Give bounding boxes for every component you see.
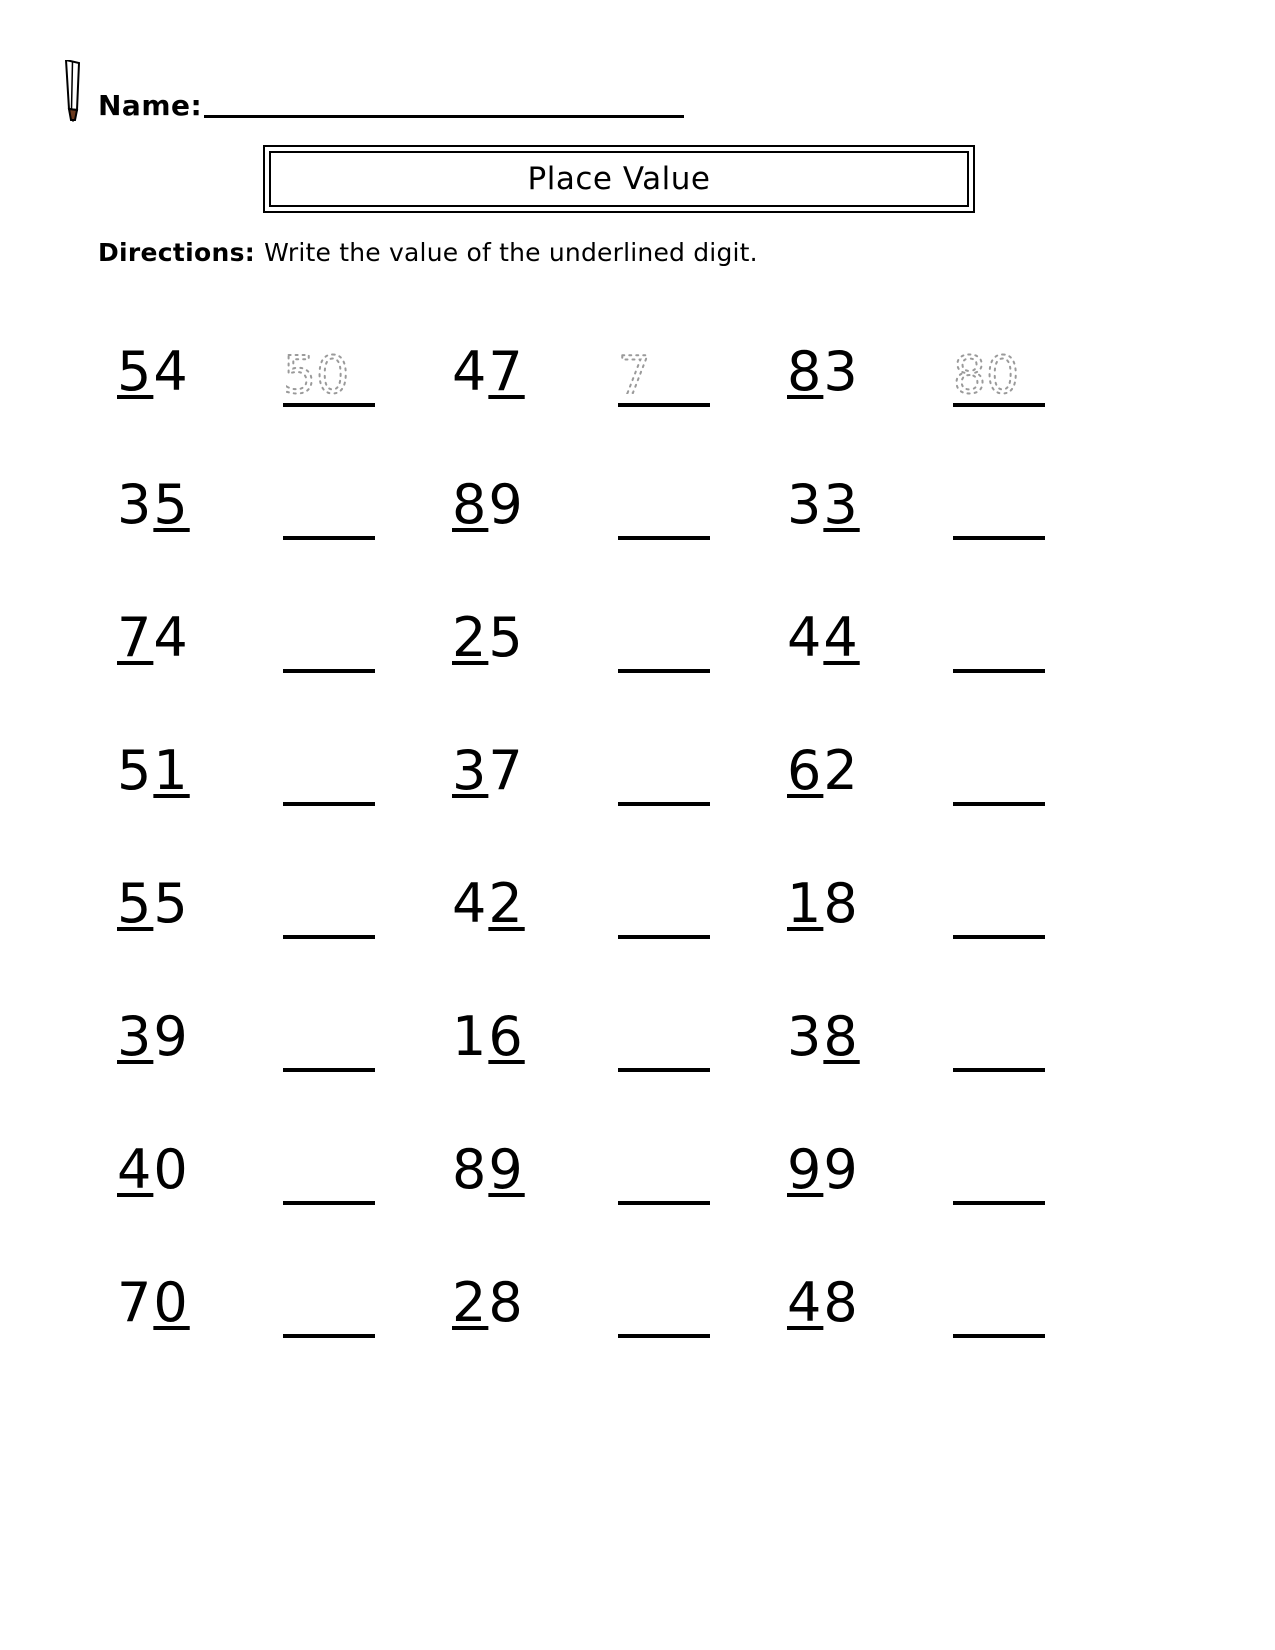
answer-line	[283, 669, 375, 673]
page-title: Place Value	[527, 161, 711, 197]
problem-number	[105, 1271, 265, 1346]
answer-blank[interactable]	[600, 611, 775, 681]
underlined-digit: 3	[823, 473, 860, 536]
digit: 9	[823, 1138, 860, 1201]
digit: 1	[452, 1005, 489, 1068]
problem-number	[775, 872, 935, 947]
pencil-icon	[60, 60, 90, 122]
answer-line	[953, 1201, 1045, 1205]
underlined-digit: 9	[787, 1138, 824, 1201]
underlined-digit: 0	[153, 1271, 190, 1334]
traced-answer	[612, 345, 722, 405]
problem-number	[105, 1138, 265, 1213]
traced-answer	[947, 345, 1057, 405]
answer-blank[interactable]	[935, 1276, 1110, 1346]
underlined-digit: 4	[787, 1271, 824, 1334]
digit: 5	[153, 872, 190, 935]
underlined-digit: 2	[452, 606, 489, 669]
underlined-digit: 7	[117, 606, 154, 669]
answer-line	[283, 1334, 375, 1338]
underlined-digit: 9	[488, 1138, 525, 1201]
underlined-digit: 3	[117, 1005, 154, 1068]
answer-blank[interactable]	[265, 744, 440, 814]
problem-number	[105, 606, 265, 681]
underlined-digit: 6	[787, 739, 824, 802]
answer-blank[interactable]	[600, 1143, 775, 1213]
title-box-inner	[269, 151, 969, 207]
answer-blank[interactable]	[265, 345, 440, 415]
svg-text:50: 50	[283, 346, 350, 405]
answer-blank[interactable]	[265, 611, 440, 681]
answer-line	[283, 536, 375, 540]
problem-number	[775, 739, 935, 814]
problem-number	[775, 473, 935, 548]
problem-number	[105, 1005, 265, 1080]
answer-line	[283, 935, 375, 939]
digit: 9	[153, 1005, 190, 1068]
answer-line	[953, 1068, 1045, 1072]
digit: 4	[153, 606, 190, 669]
underlined-digit: 2	[452, 1271, 489, 1334]
answer-line	[618, 536, 710, 540]
digit: 4	[452, 340, 489, 403]
underlined-digit: 6	[488, 1005, 525, 1068]
underlined-digit: 8	[787, 340, 824, 403]
answer-blank[interactable]	[935, 345, 1110, 415]
answer-blank[interactable]	[265, 1143, 440, 1213]
problem-number	[440, 1271, 600, 1346]
problem-number	[440, 606, 600, 681]
digit: 3	[787, 473, 824, 536]
underlined-digit: 4	[117, 1138, 154, 1201]
answer-line	[953, 1334, 1045, 1338]
problem-number	[440, 473, 600, 548]
underlined-digit: 7	[488, 340, 525, 403]
answer-blank[interactable]	[935, 611, 1110, 681]
answer-line	[283, 802, 375, 806]
underlined-digit: 5	[117, 340, 154, 403]
digit: 7	[488, 739, 525, 802]
digit: 5	[117, 739, 154, 802]
underlined-digit: 5	[117, 872, 154, 935]
answer-blank[interactable]	[600, 345, 775, 415]
answer-blank[interactable]	[600, 744, 775, 814]
problem-number	[440, 1138, 600, 1213]
digit: 8	[823, 872, 860, 935]
problem-number	[440, 872, 600, 947]
svg-text:80: 80	[953, 346, 1020, 405]
answer-blank[interactable]	[265, 877, 440, 947]
answer-blank[interactable]	[265, 1276, 440, 1346]
digit: 4	[153, 340, 190, 403]
problem-number	[775, 1138, 935, 1213]
answer-blank[interactable]	[935, 877, 1110, 947]
digit: 3	[823, 340, 860, 403]
answer-line	[283, 1201, 375, 1205]
name-input-line[interactable]	[204, 115, 684, 118]
digit: 4	[452, 872, 489, 935]
problem-number	[105, 739, 265, 814]
name-label: Name:	[98, 89, 203, 122]
underlined-digit: 1	[153, 739, 190, 802]
directions	[98, 238, 758, 267]
answer-blank[interactable]	[935, 744, 1110, 814]
digit: 0	[153, 1138, 190, 1201]
digit: 3	[117, 473, 154, 536]
answer-line	[618, 802, 710, 806]
underlined-digit: 1	[787, 872, 824, 935]
answer-blank[interactable]	[600, 478, 775, 548]
digit: 4	[787, 606, 824, 669]
answer-line	[953, 403, 1045, 407]
problem-number	[105, 872, 265, 947]
answer-blank[interactable]	[600, 877, 775, 947]
answer-line	[618, 935, 710, 939]
underlined-digit: 5	[153, 473, 190, 536]
digit: 7	[117, 1271, 154, 1334]
problem-number	[775, 1271, 935, 1346]
digit: 8	[823, 1271, 860, 1334]
underlined-digit: 4	[823, 606, 860, 669]
answer-blank[interactable]	[600, 1276, 775, 1346]
svg-text:7: 7	[618, 346, 652, 405]
answer-blank[interactable]	[935, 1010, 1110, 1080]
answer-line	[618, 1068, 710, 1072]
answer-blank[interactable]	[935, 478, 1110, 548]
answer-line	[953, 802, 1045, 806]
digit: 2	[823, 739, 860, 802]
digit: 9	[488, 473, 525, 536]
digit: 3	[787, 1005, 824, 1068]
problem-number	[440, 340, 600, 415]
problem-number	[775, 1005, 935, 1080]
problem-number	[105, 340, 265, 415]
traced-answer	[277, 345, 387, 405]
answer-blank[interactable]	[935, 1143, 1110, 1213]
answer-line	[618, 1201, 710, 1205]
problem-grid	[105, 340, 1105, 1409]
underlined-digit: 3	[452, 739, 489, 802]
problem-number	[440, 1005, 600, 1080]
directions-text: Write the value of the underlined digit.	[264, 238, 758, 267]
answer-blank[interactable]	[600, 1010, 775, 1080]
directions-label: Directions:	[98, 238, 256, 267]
digit: 8	[452, 1138, 489, 1201]
answer-line	[618, 1334, 710, 1338]
problem-number	[440, 739, 600, 814]
answer-blank[interactable]	[265, 1010, 440, 1080]
answer-line	[618, 403, 710, 407]
answer-line	[953, 935, 1045, 939]
answer-line	[953, 669, 1045, 673]
problem-number	[105, 473, 265, 548]
answer-line	[283, 403, 375, 407]
title-box	[263, 145, 975, 213]
answer-line	[618, 669, 710, 673]
answer-line	[953, 536, 1045, 540]
underlined-digit: 8	[823, 1005, 860, 1068]
digit: 8	[488, 1271, 525, 1334]
underlined-digit: 2	[488, 872, 525, 935]
answer-blank[interactable]	[265, 478, 440, 548]
digit: 5	[488, 606, 525, 669]
problem-number	[775, 340, 935, 415]
answer-line	[283, 1068, 375, 1072]
underlined-digit: 8	[452, 473, 489, 536]
name-header	[60, 60, 684, 124]
problem-number	[775, 606, 935, 681]
